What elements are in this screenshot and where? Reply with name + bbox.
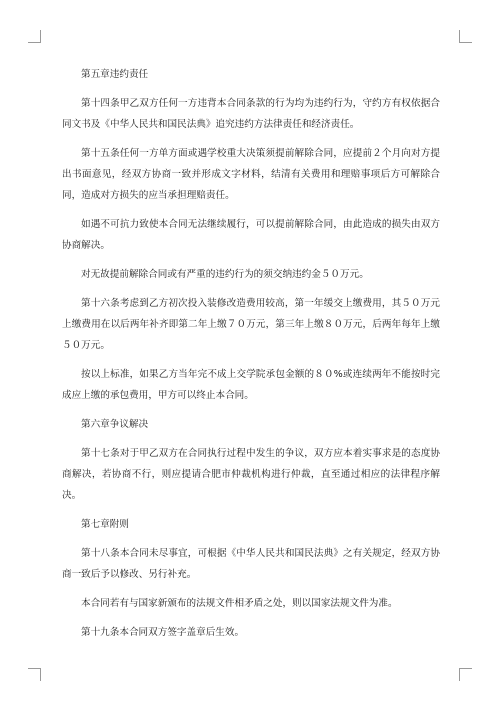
crop-mark-bottom-right: [459, 668, 472, 681]
article-19: 第十九条本合同双方签字盖章后生效。: [81, 627, 245, 638]
conflict-of-law-clause: 本合同若有与国家新颁布的法规文件相矛盾之处，则以国家法规文件为准。: [81, 598, 398, 609]
article-15: 第十五条任何一方单方面或遇学校重大决策须提前解除合同，应提前２个月向对方提出书面意见，经双方协商一致并形成文字材料，结清有关费用和理赔事项后方可解除合同，造成对方损失的应当承担理赔责任。: [62, 148, 440, 201]
crop-mark-bottom-left: [28, 668, 41, 681]
chapter-6-heading: 第六章争议解决: [81, 419, 149, 430]
document-body: [62, 64, 440, 651]
article-16: 第十六条考虑到乙方初次投入装修改造费用较高，第一年缓交上缴费用，其５０万元上缴费用在以后两年补齐即第二年上缴７０万元，第三年上缴８０万元，后两年每年上缴５０万元。: [62, 298, 440, 351]
article-18: 第十八条本合同未尽事宜，可根据《中华人民共和国民法典》之有关规定，经双方协商一致后予以修改、另行补充。: [62, 548, 440, 580]
crop-mark-top-left: [28, 30, 41, 43]
article-17: 第十七条对于甲乙双方在合同执行过程中发生的争议，双方应本着实事求是的态度协商解决，若协商不行，则应提请合肥市仲裁机构进行仲裁，直至通过相应的法律程序解决。: [62, 448, 440, 501]
termination-clause: 按以上标准，如果乙方当年完不成上交学院承包金额的８０%或连续两年不能按时完成应上缴的承包费用，甲方可以终止本合同。: [62, 369, 440, 401]
penalty-clause: 对无故提前解除合同或有严重的违约行为的须交纳违约金５０万元。: [81, 269, 369, 280]
article-14: 第十四条甲乙双方任何一方违背本合同条款的行为均为违约行为，守约方有权依据合同文书及《中华人民共和国民法典》追究违约方法律责任和经济责任。: [62, 98, 440, 130]
force-majeure-clause: 如遇不可抗力致使本合同无法继续履行，可以提前解除合同，由此造成的损失由双方协商解决。: [62, 219, 440, 251]
crop-mark-top-right: [459, 30, 472, 43]
chapter-7-heading: 第七章附则: [81, 519, 129, 530]
chapter-5-heading: 第五章违约责任: [81, 69, 149, 80]
